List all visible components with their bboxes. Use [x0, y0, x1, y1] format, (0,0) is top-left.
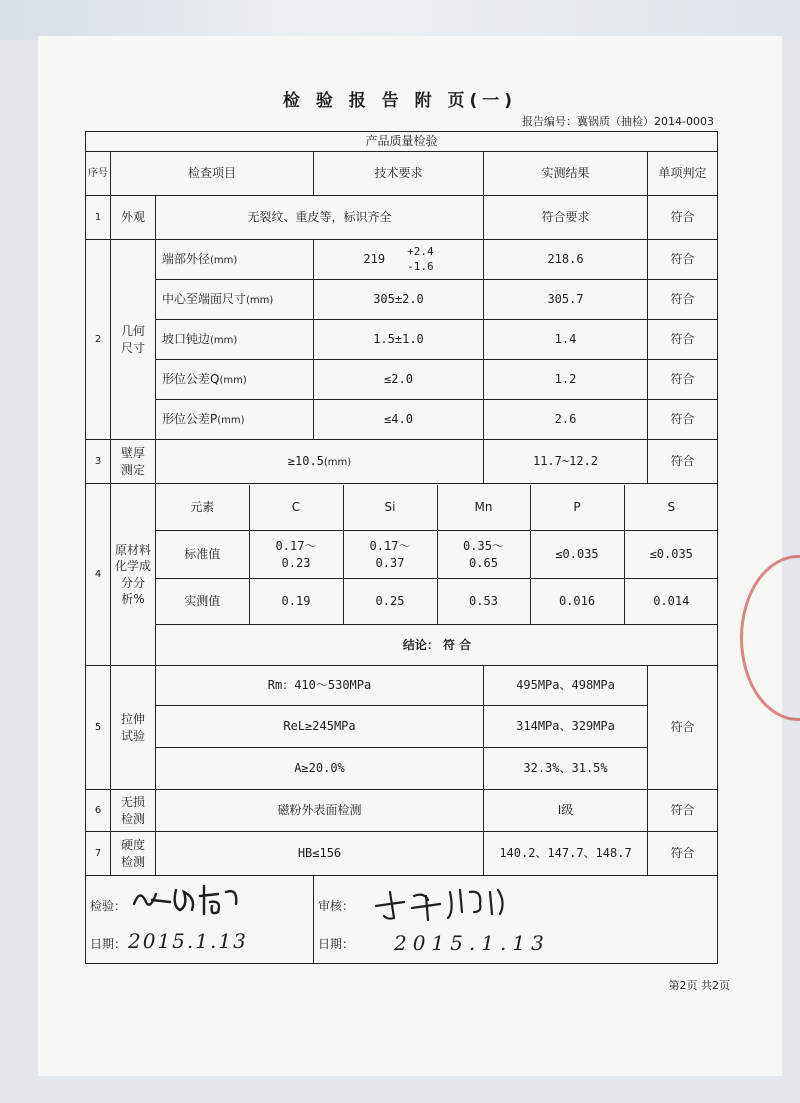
inspector-signature-cell: [86, 876, 314, 964]
row4-item: 原材料化学成分分析%: [111, 484, 156, 666]
measured-mn: 0.53: [437, 579, 530, 625]
row2-sub-result: 218.6: [484, 240, 648, 280]
row1-result: 符合要求: [484, 196, 648, 240]
row2-sub-name: 坡口钝边(mm): [156, 320, 314, 360]
row5-item: 拉伸试验: [111, 666, 156, 790]
row1-judge: 符合: [648, 196, 718, 240]
header-result: 实测结果: [484, 152, 648, 196]
row6-no: 6: [86, 790, 111, 832]
tolerance-minus: -1.6: [407, 259, 434, 273]
measured-s: 0.014: [624, 579, 718, 625]
header-tech: 技术要求: [314, 152, 484, 196]
row6-judge: 符合: [648, 790, 718, 832]
row2-sub-name: 形位公差Q(mm): [156, 360, 314, 400]
inspector-date: 2015.1.13: [128, 929, 248, 953]
row5-sub-result: 314MPa、329MPa: [484, 706, 648, 748]
row3-item: 壁厚测定: [111, 440, 156, 484]
element-s: S: [624, 485, 718, 531]
inspector-label: 检验：: [90, 899, 127, 913]
row3-judge: 符合: [648, 440, 718, 484]
header-no: 序号: [86, 152, 111, 196]
element-si: Si: [343, 485, 437, 531]
row2-sub-result: 305.7: [484, 280, 648, 320]
standard-si: 0.17～0.37: [343, 531, 437, 579]
reviewer-signature: [370, 882, 540, 922]
measured-p: 0.016: [530, 579, 624, 625]
reviewer-date: 2015.1.13: [394, 931, 550, 955]
row6-tech: 磁粉外表面检测: [156, 790, 484, 832]
element-p: P: [530, 485, 624, 531]
row2-sub-result: 2.6: [484, 400, 648, 440]
row5-sub-result: 495MPa、498MPa: [484, 666, 648, 706]
row5-no: 5: [86, 666, 111, 790]
row1-no: 1: [86, 196, 111, 240]
row2-sub-tech: ≤4.0: [314, 400, 484, 440]
row7-result: 140.2、147.7、148.7: [484, 832, 648, 876]
inspector-date-label: 日期：: [90, 937, 127, 951]
row2-sub-result: 1.4: [484, 320, 648, 360]
standard-mn: 0.35～0.65: [437, 531, 530, 579]
row3-no: 3: [86, 440, 111, 484]
row2-sub-result: 1.2: [484, 360, 648, 400]
element-c: C: [249, 485, 343, 531]
standard-p: ≤0.035: [530, 531, 624, 579]
row7-judge: 符合: [648, 832, 718, 876]
row2-sub-tech: 219+2.4 -1.6: [314, 240, 484, 280]
row7-tech: HB≤156: [156, 832, 484, 876]
row6-item: 无损检测: [111, 790, 156, 832]
row4-no: 4: [86, 484, 111, 666]
standard-c: 0.17～0.23: [249, 531, 343, 579]
reviewer-date-label: 日期：: [318, 937, 355, 951]
row2-sub-judge: 符合: [648, 280, 718, 320]
row5-sub-tech: ReL≥245MPa: [156, 706, 484, 748]
tolerance-plus: +2.4: [407, 245, 434, 259]
row3-tech: ≥10.5(mm): [156, 440, 484, 484]
standard-label: 标准值: [156, 531, 249, 579]
measured-si: 0.25: [343, 579, 437, 625]
inspection-table: [85, 131, 718, 964]
measured-c: 0.19: [249, 579, 343, 625]
standard-s: ≤0.035: [624, 531, 718, 579]
page-number: 第2页 共2页: [668, 979, 730, 992]
row2-sub-tech: 1.5±1.0: [314, 320, 484, 360]
scan-background: [0, 0, 800, 40]
inspector-signature: [126, 880, 266, 920]
row5-judge: 符合: [648, 666, 718, 790]
table-title: 产品质量检验: [86, 132, 718, 152]
header-item: 检查项目: [111, 152, 314, 196]
header-judge: 单项判定: [648, 152, 718, 196]
conclusion: 结论： 符 合: [156, 625, 718, 665]
row2-sub-name: 中心至端面尺寸(mm): [156, 280, 314, 320]
row2-sub-tech: 305±2.0: [314, 280, 484, 320]
chemical-analysis-table: [156, 485, 718, 665]
row5-sub-result: 32.3%、31.5%: [484, 748, 648, 790]
reviewer-signature-cell: [314, 876, 718, 964]
row2-sub-judge: 符合: [648, 320, 718, 360]
page-title: 检 验 报 告 附 页(一): [282, 91, 518, 111]
row2-sub-judge: 符合: [648, 400, 718, 440]
row1-tech: 无裂纹、重皮等，标识齐全: [156, 196, 484, 240]
row2-sub-judge: 符合: [648, 360, 718, 400]
report-number: 报告编号：冀锅质（抽检）2014-0003: [522, 115, 714, 128]
row5-sub-tech: A≥20.0%: [156, 748, 484, 790]
row2-sub-name: 端部外径(mm): [156, 240, 314, 280]
row6-result: Ⅰ级: [484, 790, 648, 832]
row2-sub-name: 形位公差P(mm): [156, 400, 314, 440]
row7-no: 7: [86, 832, 111, 876]
row5-sub-tech: Rm：410～530MPa: [156, 666, 484, 706]
elements-label: 元素: [156, 485, 249, 531]
row7-item: 硬度检测: [111, 832, 156, 876]
row1-item: 外观: [111, 196, 156, 240]
row2-sub-judge: 符合: [648, 240, 718, 280]
measured-label: 实测值: [156, 579, 249, 625]
row2-no: 2: [86, 240, 111, 440]
element-mn: Mn: [437, 485, 530, 531]
row2-item: 几何尺寸: [111, 240, 156, 440]
row3-result: 11.7~12.2: [484, 440, 648, 484]
row2-sub-tech: ≤2.0: [314, 360, 484, 400]
chemical-analysis-cell: [156, 484, 718, 666]
reviewer-label: 审核：: [318, 899, 355, 913]
